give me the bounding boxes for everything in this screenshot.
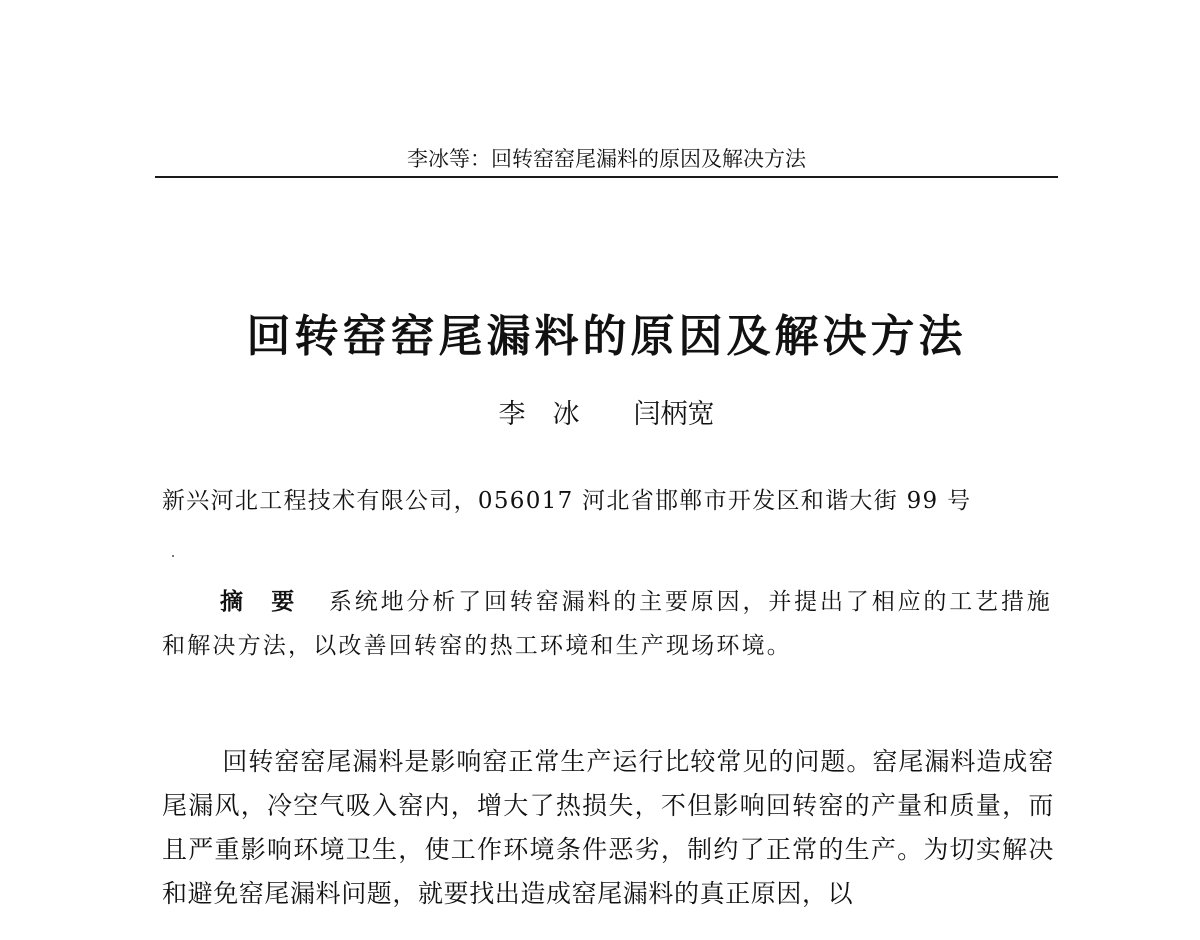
- running-header: 李冰等：回转窑窑尾漏料的原因及解决方法: [407, 147, 806, 171]
- body-paragraph: 回转窑窑尾漏料是影响窑正常生产运行比较常见的问题。窑尾漏料造成窑尾漏风，冷空气吸入窑内，增大了热损失，不但影响回转窑的产量和质量，而且严重影响环境卫生，使工作环境条件恶劣，制约了正常的生产。为切实解决和避免窑尾漏料问题，就要找出造成窑尾漏料的真正原因，以: [162, 747, 1054, 908]
- paper-title: 回转窑窑尾漏料的原因及解决方法: [246, 311, 967, 362]
- author-line: 李 冰 闫柄宽: [498, 399, 715, 430]
- header-rule: [155, 176, 1058, 178]
- scan-speck: [172, 555, 174, 557]
- abstract-block: [162, 580, 1052, 668]
- affiliation-line: 新兴河北工程技术有限公司，056017 河北省邯郸市开发区和谐大街 99 号: [162, 488, 972, 514]
- abstract-label: 摘 要: [220, 589, 297, 615]
- body-paragraph-block: [162, 740, 1054, 916]
- abstract-text: 系统地分析了回转窑漏料的主要原因，并提出了相应的工艺措施和解决方法，以改善回转窑的热工环境和生产现场环境。: [162, 589, 1053, 659]
